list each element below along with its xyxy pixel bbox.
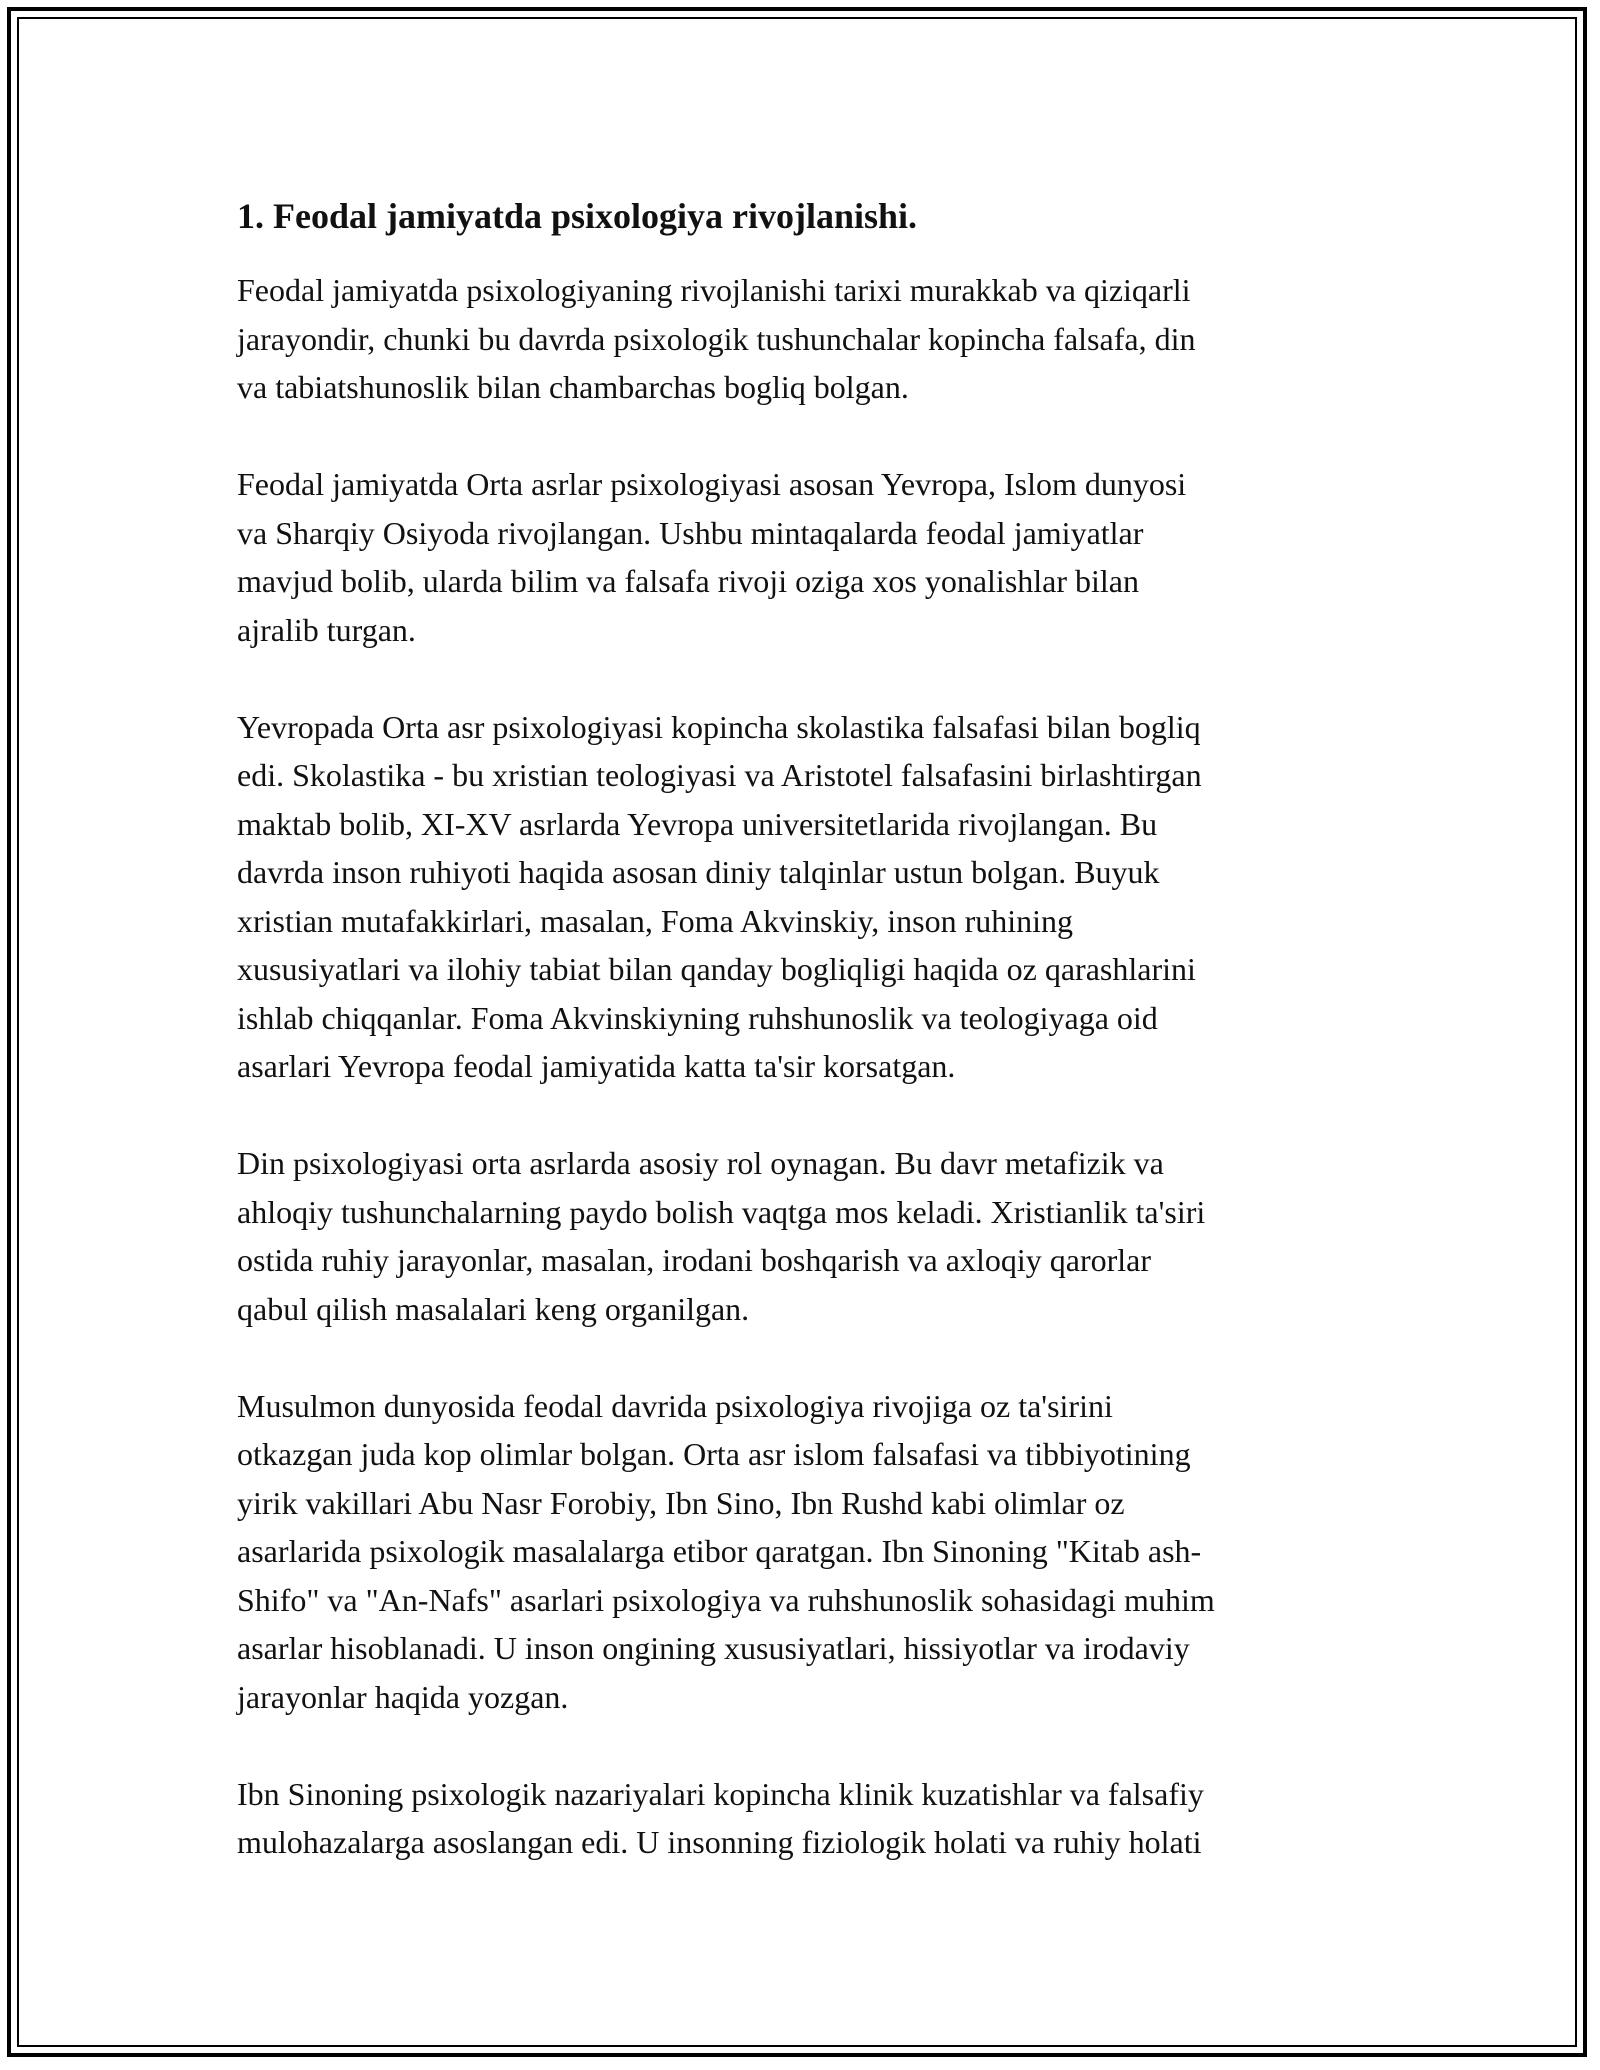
paragraph-line: ishlab chiqqanlar. Foma Akvinskiyning ruhshunoslik va teologiyaga oid (237, 999, 1158, 1036)
paragraph-line: edi. Skolastika - bu xristian teologiyasi va Aristotel falsafasini birlashtirgan (237, 757, 1202, 793)
paragraph-line: Yevropada Orta asr psixologiyasi kopincha skolastika falsafasi bilan bogliq (237, 708, 1201, 745)
paragraph-line: Feodal jamiyatda psixologiyaning rivojlanishi tarixi murakkab va qiziqarli (237, 272, 1191, 308)
paragraph (237, 1139, 1377, 1333)
paragraph-line: qabul qilish masalalari keng organilgan. (237, 1290, 750, 1327)
paragraph-line: jarayonlar haqida yozgan. (237, 1678, 569, 1715)
paragraph-list (237, 266, 1377, 1867)
paragraph-line: Shifo" va "An-Nafs" asarlari psixologiya va ruhshunoslik sohasidagi muhim (237, 1581, 1215, 1618)
paragraph-line: mulohazalarga asoslangan edi. U insonning fiziologik holati va ruhiy holati (237, 1824, 1202, 1860)
paragraph-line: Ibn Sinoning psixologik nazariyalari kopincha klinik kuzatishlar va falsafiy (237, 1775, 1204, 1812)
paragraph-line: asarlari Yevropa feodal jamiyatida katta ta'sir korsatgan. (237, 1048, 956, 1084)
paragraph (237, 1382, 1377, 1722)
paragraph-line: jarayondir, chunki bu davrda psixologik tushunchalar kopincha falsafa, din (237, 320, 1196, 357)
paragraph-line: va tabiatshunoslik bilan chambarchas bogliq bolgan. (237, 369, 909, 405)
paragraph-line: Musulmon dunyosida feodal davrida psixologiya rivojiga oz ta'sirini (237, 1387, 1113, 1424)
paragraph-line: xususiyatlari va ilohiy tabiat bilan qanday bogliqligi haqida oz qarashlarini (237, 951, 1196, 987)
paragraph (237, 460, 1377, 654)
paragraph-line: otkazgan juda kop olimlar bolgan. Orta asr islom falsafasi va tibbiyotining (237, 1436, 1191, 1472)
paragraph-line: va Sharqiy Osiyoda rivojlangan. Ushbu mintaqalarda feodal jamiyatlar (237, 514, 1144, 551)
paragraph-line: xristian mutafakkirlari, masalan, Foma Akvinskiy, inson ruhining (237, 902, 1074, 939)
paragraph (237, 703, 1377, 1091)
section-heading: 1. Feodal jamiyatda psixologiya rivojlanishi. (237, 196, 918, 236)
paragraph-line: davrda inson ruhiyoti haqida asosan diniy talqinlar ustun bolgan. Buyuk (237, 854, 1160, 890)
paragraph-line: asarlarida psixologik masalalarga etibor qaratgan. Ibn Sinoning "Kitab ash- (237, 1533, 1202, 1569)
paragraph-line: Din psixologiyasi orta asrlarda asosiy rol oynagan. Bu davr metafizik va (237, 1145, 1164, 1181)
paragraph-line: yirik vakillari Abu Nasr Forobiy, Ibn Sino, Ibn Rushd kabi olimlar oz (237, 1484, 1125, 1521)
paragraph-line: ostida ruhiy jarayonlar, masalan, irodani boshqarish va axloqiy qarorlar (237, 1242, 1151, 1278)
paragraph-line: Feodal jamiyatda Orta asrlar psixologiyasi asosan Yevropa, Islom dunyosi (237, 466, 1187, 502)
paragraph-line: maktab bolib, XI-XV asrlarda Yevropa universitetlarida rivojlangan. Bu (237, 805, 1158, 842)
paragraph-line: mavjud bolib, ularda bilim va falsafa rivoji oziga xos yonalishlar bilan (237, 563, 1139, 599)
paragraph-line: ajralib turgan. (237, 611, 416, 648)
paragraph (237, 266, 1377, 412)
paragraph (237, 1770, 1377, 1867)
paragraph-line: ahloqiy tushunchalarning paydo bolish vaqtga mos keladi. Xristianlik ta'siri (237, 1193, 1206, 1230)
document-body (237, 190, 1377, 1915)
paragraph-line: asarlar hisoblanadi. U inson ongining xususiyatlari, hissiyotlar va irodaviy (237, 1630, 1190, 1666)
